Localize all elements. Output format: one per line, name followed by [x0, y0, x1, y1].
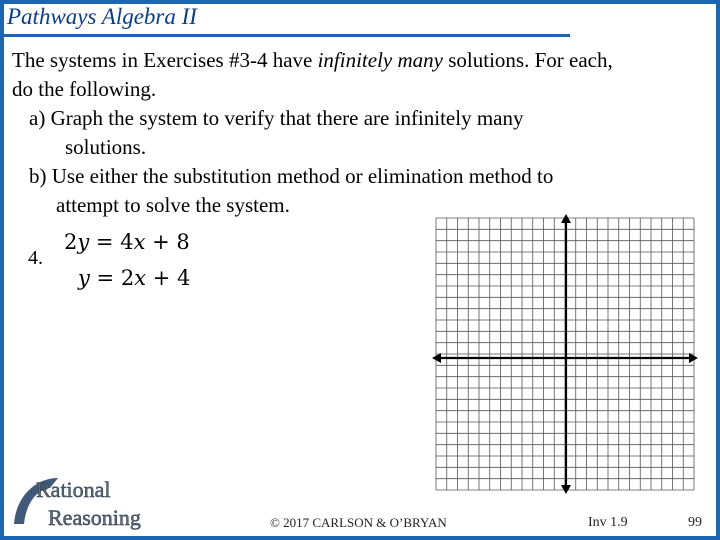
intro-emphasis: infinitely many	[317, 48, 443, 72]
part-a-line-1: a) Graph the system to verify that there are infinitely many	[29, 106, 524, 130]
part-b-line-1: b) Use either the substitution method or elimination method to	[29, 164, 554, 188]
x-axis-left-arrow	[432, 353, 441, 363]
eq1-var-y: y	[77, 230, 90, 254]
eq1-var-x: x	[133, 230, 146, 254]
title-underline	[4, 34, 570, 37]
part-b-line-2: attempt to solve the system.	[56, 193, 290, 217]
page-title: Pathways Algebra II	[7, 4, 197, 29]
eq2-constant: + 4	[146, 266, 191, 290]
y-axis-bottom-arrow	[561, 485, 571, 494]
eq1-constant: + 8	[145, 230, 190, 254]
coordinate-grid[interactable]	[432, 212, 702, 496]
logo-reasoning-text: Reasoning	[48, 505, 141, 530]
eq2-var-x: x	[134, 266, 147, 290]
intro-line-1	[12, 46, 613, 75]
rational-reasoning-logo	[6, 466, 176, 536]
investigation-label: Inv 1.9	[588, 515, 628, 530]
intro-line-2: do the following.	[12, 77, 157, 101]
x-axis-right-arrow	[689, 353, 698, 363]
page-number: 99	[688, 515, 702, 530]
copyright: © 2017 CARLSON & O’BRYAN	[270, 515, 447, 530]
eq2-equals: = 2	[89, 266, 135, 290]
exercise-number: 4.	[28, 247, 43, 269]
equation-1	[64, 230, 190, 254]
y-axis-top-arrow	[561, 214, 571, 223]
eq1-coefficient: 2	[64, 230, 78, 254]
eq2-var-y: y	[78, 266, 90, 290]
logo-rational-text: Rational	[36, 477, 111, 502]
intro-text-end: solutions. For each,	[442, 48, 613, 72]
eq1-equals: = 4	[89, 230, 134, 254]
part-a-line-2: solutions.	[65, 135, 147, 159]
equation-2	[78, 266, 190, 290]
intro-text-start: The systems in Exercises #3-4 have	[12, 48, 318, 72]
slide	[4, 4, 716, 536]
